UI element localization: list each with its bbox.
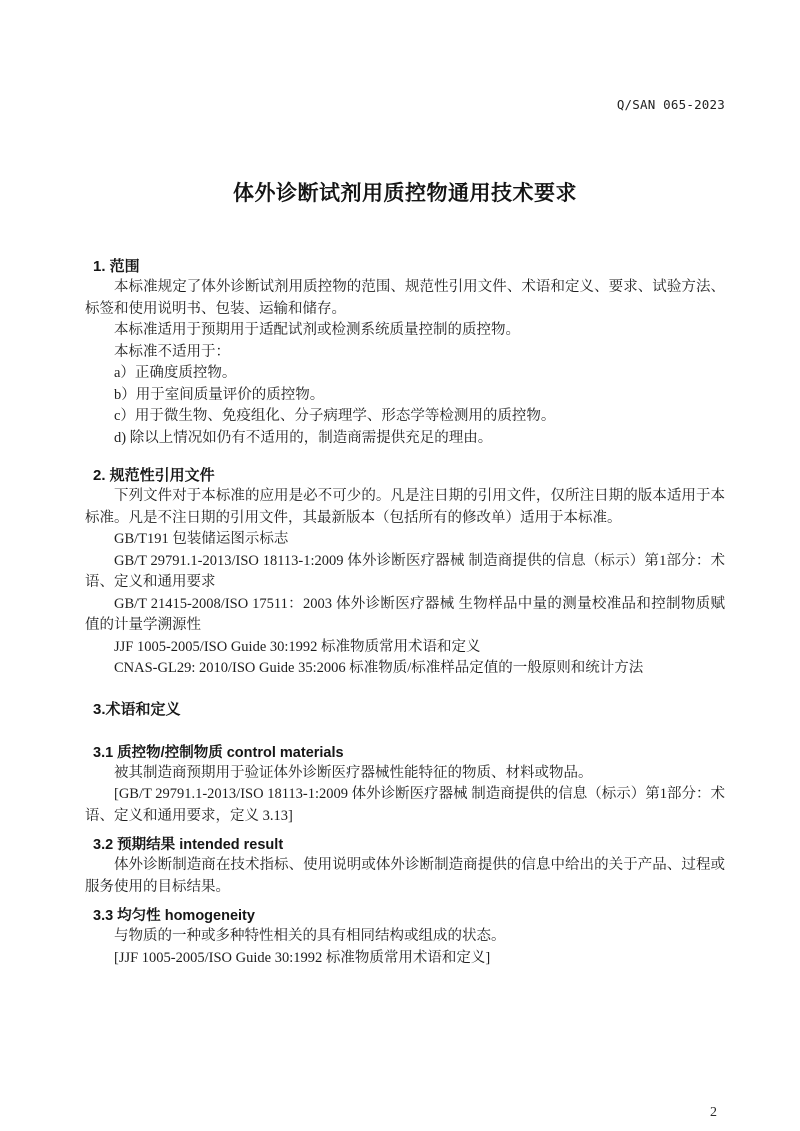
paragraph-scope-2: 本标准适用于预期用于适配试剂或检测系统质量控制的质控物。 (114, 322, 520, 338)
page-number: 2 (710, 1105, 717, 1120)
term-3-3-heading: 3.3 均匀性 homogeneity (93, 908, 255, 924)
reference-item-4: JJF 1005-2005/ISO Guide 30:1992 标准物质常用术语和定义 (114, 638, 481, 655)
section-3-heading: 3.术语和定义 (93, 700, 181, 718)
paragraph-scope-1: 本标准规定了体外诊断试剂用质控物的范围、规范性引用文件、术语和定义、要求、试验方法、标签和使用说明书、包装、运输和储存。 (85, 279, 725, 317)
reference-item-2: GB/T 29791.1-2013/ISO 18113-1:2009 体外诊断医疗器械 制造商提供的信息（标示）第1部分：术语、定义和通用要求 (85, 552, 725, 590)
term-3-3-definition: 与物质的一种或多种特性相关的具有相同结构或组成的状态。 (114, 928, 506, 944)
page-title: 体外诊断试剂用质控物通用技术要求 (233, 182, 577, 205)
list-item-c: c）用于微生物、免疫组化、分子病理学、形态学等检测用的质控物。 (114, 408, 556, 424)
section-1-heading: 1. 范围 (93, 258, 140, 275)
term-3-1-definition: 被其制造商预期用于验证体外诊断医疗器械性能特征的物质、材料或物品。 (114, 764, 593, 781)
list-item-b: b）用于室间质量评价的质控物。 (114, 386, 325, 403)
document-header (85, 97, 725, 112)
term-3-1-source: [GB/T 29791.1-2013/ISO 18113-1:2009 体外诊断医疗器械 制造商提供的信息（标示）第1部分：术语、定义和通用要求，定义 3.13] (85, 786, 726, 824)
list-item-a: a）正确度质控物。 (114, 365, 237, 381)
term-3-3-source: [JJF 1005-2005/ISO Guide 30:1992 标准物质常用术语和定义] (114, 949, 491, 966)
reference-item-3: GB/T 21415-2008/ISO 17511：2003 体外诊断医疗器械 生物样品中量的测量校准品和控制物质赋值的计量学溯源性 (85, 595, 725, 633)
paragraph-normative-intro: 下列文件对于本标准的应用是必不可少的。凡是注日期的引用文件，仅所注日期的版本适用于本标准。凡是不注日期的引用文件，其最新版本（包括所有的修改单）适用于本标准。 (85, 488, 725, 526)
list-item-d: d) 除以上情况如仍有不适用的，制造商需提供充足的理由。 (114, 429, 493, 446)
reference-item-1: GB/T191 包装储运图示标志 (114, 531, 289, 547)
reference-item-5: CNAS-GL29: 2010/ISO Guide 35:2006 标准物质/标准样品定值的一般原则和统计方法 (114, 660, 644, 676)
term-3-2-heading: 3.2 预期结果 intended result (93, 837, 284, 853)
section-2-heading: 2. 规范性引用文件 (93, 467, 215, 484)
term-3-2-definition: 体外诊断制造商在技术指标、使用说明或体外诊断制造商提供的信息中给出的关于产品、过程或服务使用的目标结果。 (85, 857, 725, 895)
doc-number: Q/SAN 065-2023 (616, 97, 725, 112)
term-3-1-heading: 3.1 质控物/控制物质 control materials (93, 744, 344, 761)
paragraph-scope-3: 本标准不适用于： (114, 343, 230, 360)
